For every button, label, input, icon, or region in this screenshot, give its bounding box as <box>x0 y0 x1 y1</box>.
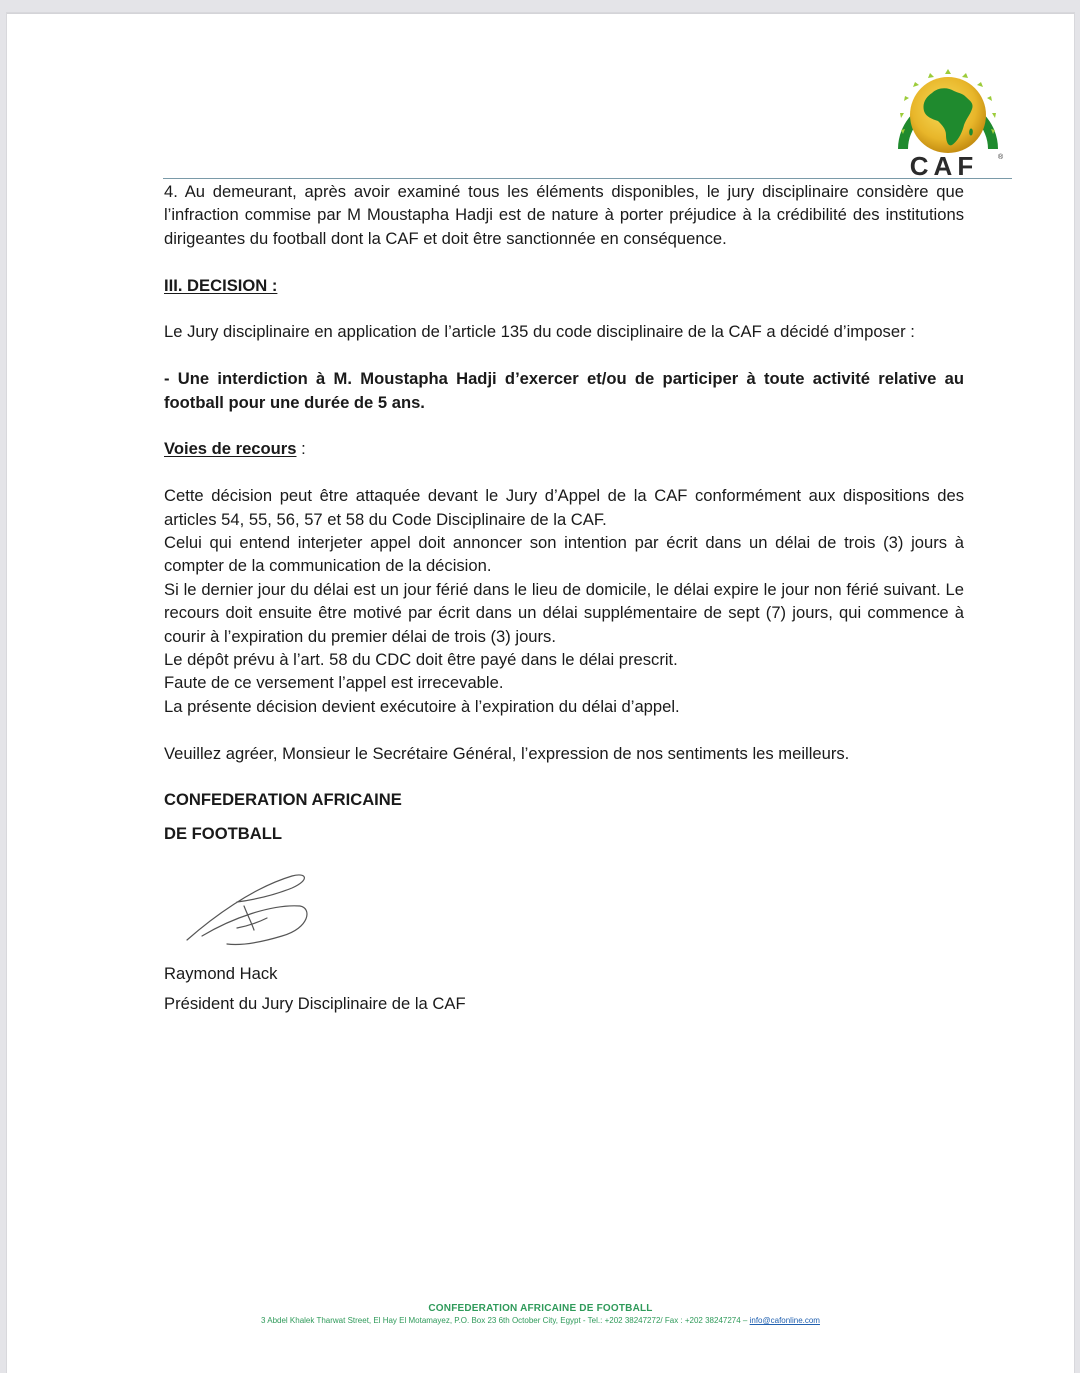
recours-line: La présente décision devient exécutoire à l’expiration du délai d’appel. <box>164 696 680 716</box>
caf-logo-icon <box>892 63 1004 181</box>
recours-line: Le dépôt prévu à l’art. 58 du CDC doit être payé dans le délai prescrit. <box>164 650 678 670</box>
sanction-text: - Une interdiction à M. Moustapha Hadji d’exercer et/ou de participer à toute activité relative au football pour une durée de 5 ans. <box>164 369 964 412</box>
letter-body <box>164 180 964 845</box>
decision-heading: III. DECISION : <box>164 275 278 295</box>
org-name-line1: CONFEDERATION AFRICAINE <box>164 790 402 810</box>
recours-line: Si le dernier jour du délai est un jour férié dans le lieu de domicile, le délai expire le jour non férié suivant. Le recours doit ensuite être motivé par écrit dans un délai supplémentaire de sept (7) jours, qui commence à courir à l’expiration du premier délai de trois (3) jours. <box>164 579 964 646</box>
signatory-block <box>164 959 466 1019</box>
recours-heading <box>164 437 964 460</box>
recours-line: Cette décision peut être attaquée devant le Jury d’Appel de la CAF conformément aux dispositions des articles 54, 55, 56, 57 et 58 du Code Disciplinaire de la CAF. <box>164 486 964 529</box>
recours-heading-label: Voies de recours <box>164 439 297 459</box>
signatory-name: Raymond Hack <box>164 964 278 983</box>
document-page <box>7 13 1074 1373</box>
header-divider <box>163 178 1012 179</box>
svg-text:®: ® <box>998 154 1004 161</box>
org-name-line2: DE FOOTBALL <box>164 823 282 843</box>
footer-org-name: CONFEDERATION AFRICAINE DE FOOTBALL <box>428 1303 653 1314</box>
footer-address <box>7 1316 1074 1325</box>
signature-icon <box>182 868 322 958</box>
footer-address-text: 3 Abdel Khalek Tharwat Street, El Hay El Motamayez, P.O. Box 23 6th October City, Egypt - Tel.: +202 38247272/ Fax : +202 38247274 – <box>261 1316 750 1325</box>
recours-heading-colon: : <box>296 439 306 459</box>
recours-line: Celui qui entend interjeter appel doit annoncer son intention par écrit dans un délai de trois (3) jours à compter de la communication de la décision. <box>164 533 964 576</box>
closing-text: Veuillez agréer, Monsieur le Secrétaire Général, l’expression de nos sentiments les meilleurs. <box>164 743 850 763</box>
footer-email-link[interactable]: info@cafonline.com <box>749 1316 820 1325</box>
recours-line: Faute de ce versement l’appel est irrecevable. <box>164 673 504 693</box>
decision-intro: Le Jury disciplinaire en application de l’article 135 du code disciplinaire de la CAF a décidé d’imposer : <box>164 322 915 342</box>
paragraph-4: 4. Au demeurant, après avoir examiné tous les éléments disponibles, le jury disciplinaire considère que l’infraction commise par M Moustapha Hadji est de nature à porter préjudice à la crédibilité des institutions dirigeantes du football dont la CAF et doit être sanctionnée en conséquence. <box>164 182 964 248</box>
svg-text:CAF: CAF <box>909 151 979 181</box>
signatory-title: Président du Jury Disciplinaire de la CAF <box>164 994 466 1013</box>
page-footer <box>7 1303 1074 1325</box>
